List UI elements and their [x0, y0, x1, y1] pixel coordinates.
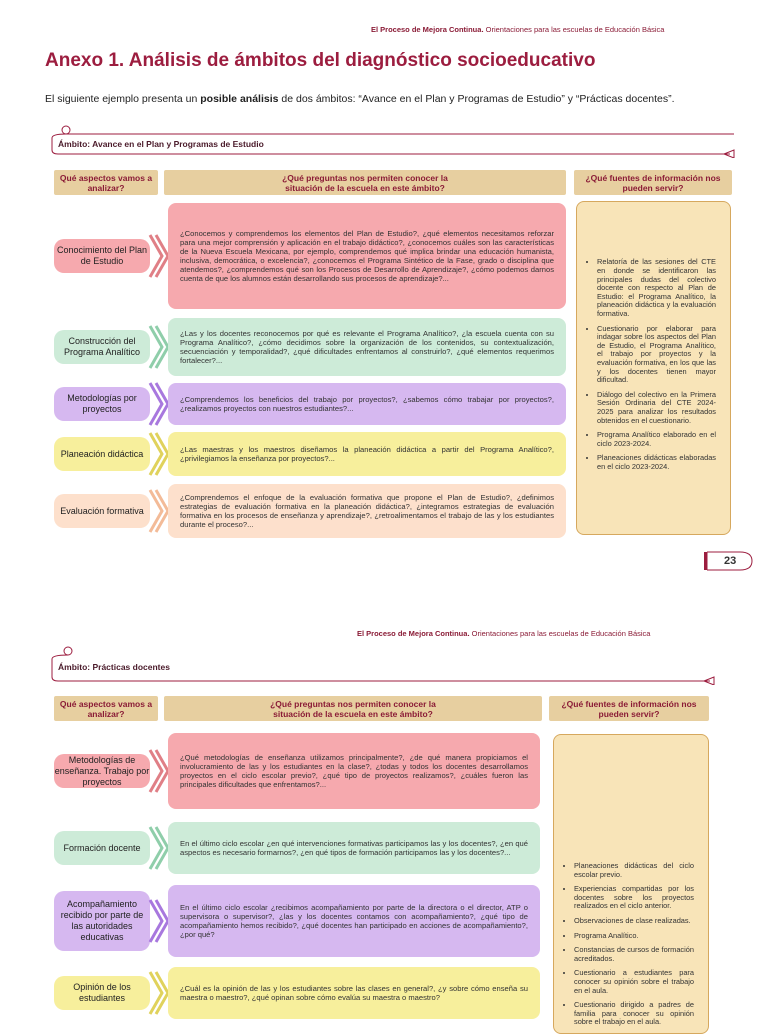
- row-questions: [168, 822, 540, 874]
- row-questions-text: En el último ciclo escolar ¿recibimos acompañamiento por parte de la directora o el director, ATP o supervisora o supervisor?, ¿las y los docentes contamos con acompañamiento?, ¿qué tipo de acompañamiento hemos recibido?, ¿qué docentes han participado en acciones de acompañamiento?, ¿por qué?: [180, 902, 528, 940]
- row-questions: [168, 383, 566, 425]
- page-number: 23: [724, 555, 737, 567]
- row-questions: [168, 733, 540, 809]
- intro-text-2: de dos ámbitos: “Avance en el Plan y Programas de Estudio” y “Prácticas docentes”.: [278, 93, 675, 105]
- sources-list: [587, 258, 716, 477]
- source-item: • Relatoría de las sesiones del CTE en donde se identificaron las principales dudas del colectivo docente con respecto al Plan de Estudio: el Programa Analítico, la planeación didáctica y la evaluación formativa.: [597, 258, 716, 318]
- intro-paragraph: [45, 93, 745, 106]
- row-label: Planeación didáctica: [54, 437, 150, 471]
- header-sources: ¿Qué fuentes de información nos pueden servir?: [574, 170, 732, 195]
- source-item: • Planeaciones didácticas elaboradas en el ciclo 2023-2024.: [597, 454, 716, 471]
- sources-box: [576, 201, 731, 535]
- row-questions: [168, 203, 566, 309]
- intro-text-1: El siguiente ejemplo presenta un: [45, 93, 201, 105]
- chevron-right-icon: [148, 825, 170, 876]
- ambito-title-2: Ámbito: Prácticas docentes: [58, 662, 170, 672]
- row-questions-text: ¿Las maestras y los maestros diseñamos la planeación didáctica a partir del Programa Analítico?, ¿privilegiamos la enseñanza por proyectos?...: [180, 444, 554, 463]
- row-questions-text: ¿Comprendemos los beneficios del trabajo por proyectos?, ¿sabemos cómo trabajar por proyectos?, ¿realizamos proyectos con nuestros estudiantes?...: [180, 394, 554, 413]
- source-item: • Cuestionario por elaborar para indagar sobre los aspectos del Plan de Estudio, el Programa Analítico, el trabajo por proyectos y la evaluación formativa, en los que las y los docentes tienen mayor dificultad.: [597, 325, 716, 385]
- source-item: • Observaciones de clase realizadas.: [574, 917, 694, 926]
- chevron-right-icon: [148, 431, 170, 482]
- sources-box-2: [553, 734, 709, 1034]
- row-label: Construcción del Programa Analítico: [54, 330, 150, 364]
- row-questions-text: ¿Qué metodologías de enseñanza utilizamos principalmente?, ¿de qué manera propiciamos el involucramiento de las y los estudiantes en la clase?, ¿todas y todos los docentes desarrollamos proyectos en el ciclo escolar previo?, ¿qué tipo de proyectos realizamos?, ¿cuáles fueron las principales dificultades que enfrentamos?...: [180, 752, 528, 790]
- running-head: [371, 25, 664, 34]
- source-item: • Programa Analítico elaborado en el ciclo 2023-2024.: [597, 431, 716, 448]
- source-item: • Diálogo del colectivo en la Primera Sesión Ordinaria del CTE 2024-2025 para analizar los resultados obtenidos en el cuestionario.: [597, 391, 716, 425]
- row-label: Metodologías por proyectos: [54, 387, 150, 421]
- row-questions-text: ¿Conocemos y comprendemos los elementos del Plan de Estudio?, ¿qué elementos necesitamos reforzar para una mejor comprensión y aplicación en el trabajo didáctico?, ¿conocemos cuáles son las características de la Nueva Escuela Mexicana, por ejemplo, comprendemos qué implica brindar una educación humanista, inclusiva, democrática, o excelencia?, ¿conocemos el Programa Sintético de la Fase, grado o disciplina que atendemos?, ¿comprendemos qué son los Procesos de Desarrollo de Aprendizaje?, ¿cómo podemos darnos cuenta de que los alumnos están desarrollando sus procesos de aprendizaje?...: [180, 228, 554, 284]
- source-item: • Programa Analítico.: [574, 932, 694, 941]
- header-questions-2: ¿Qué preguntas nos permiten conocer la situación de la escuela en este ámbito?: [164, 696, 542, 721]
- header-aspects: Qué aspectos vamos a analizar?: [54, 170, 158, 195]
- running-head-title: El Proceso de Mejora Continua.: [371, 25, 484, 34]
- header-aspects-2: Qué aspectos vamos a analizar?: [54, 696, 158, 721]
- row-label: Evaluación formativa: [54, 494, 150, 528]
- chevron-right-icon: [148, 970, 170, 1021]
- chevron-right-icon: [148, 748, 170, 799]
- row-questions: [168, 885, 540, 957]
- row-questions: [168, 432, 566, 476]
- source-item: • Cuestionario dirigido a padres de familia para conocer su opinión sobre el trabajo en el aula.: [574, 1001, 694, 1027]
- chevron-right-icon: [148, 324, 170, 375]
- source-item: • Planeaciones didácticas del ciclo escolar previo.: [574, 862, 694, 879]
- ambito-title: Ámbito: Avance en el Plan y Programas de Estudio: [58, 139, 264, 149]
- intro-bold: posible análisis: [200, 93, 279, 105]
- row-questions: [168, 318, 566, 376]
- running-head-title-2: El Proceso de Mejora Continua.: [357, 629, 470, 638]
- sources-list-2: [564, 862, 694, 1033]
- source-item: • Constancias de cursos de formación acreditados.: [574, 946, 694, 963]
- source-item: • Cuestionario a estudiantes para conocer su opinión sobre el trabajo en el aula.: [574, 969, 694, 995]
- page-title: Anexo 1. Análisis de ámbitos del diagnóstico socioeducativo: [45, 50, 596, 71]
- row-label: Opinión de los estudiantes: [54, 976, 150, 1010]
- chevron-right-icon: [148, 381, 170, 432]
- row-label: Acompañamiento recibido por parte de las autoridades educativas: [54, 891, 150, 951]
- row-label: Formación docente: [54, 831, 150, 865]
- row-questions-text: En el último ciclo escolar ¿en qué intervenciones formativas participamos las y los docentes?, ¿en qué aspectos es necesario formarnos?, ¿en qué tipos de formación participamos las y los docentes?...: [180, 838, 528, 857]
- chevron-right-icon: [148, 488, 170, 539]
- header-questions: ¿Qué preguntas nos permiten conocer la situación de la escuela en este ámbito?: [164, 170, 566, 195]
- chevron-right-icon: [148, 233, 170, 284]
- row-label: Conocimiento del Plan de Estudio: [54, 239, 150, 273]
- running-head-subtitle: Orientaciones para las escuelas de Educación Básica: [485, 25, 665, 34]
- row-questions-text: ¿Cuál es la opinión de las y los estudiantes sobre las clases en general?, ¿y sobre cómo enseña su maestra o maestro?, ¿qué opinan sobre cómo evalúa su maestra o maestro?: [180, 983, 528, 1002]
- header-sources-2: ¿Qué fuentes de información nos pueden servir?: [549, 696, 709, 721]
- row-questions-text: ¿Comprendemos el enfoque de la evaluación formativa que propone el Plan de Estudio?, ¿definimos estrategias de evaluación formativa en la planeación didáctica?, ¿integramos estrategias de evaluación formativa en los procesos de enseñanza y aprendizaje?, ¿retroalimentamos el trabajo de las y los estudiantes durante el proceso?...: [180, 492, 554, 530]
- running-head-2: [357, 629, 650, 638]
- row-label: Metodologías de enseñanza. Trabajo por proyectos: [54, 754, 150, 787]
- row-questions: [168, 484, 566, 538]
- running-head-subtitle-2: Orientaciones para las escuelas de Educación Básica: [471, 629, 651, 638]
- chevron-right-icon: [148, 898, 170, 949]
- row-questions-text: ¿Las y los docentes reconocemos por qué es relevante el Programa Analítico?, ¿la escuela cuenta con su Programa Analítico?, ¿cómo decidimos sobre la organización de los contenidos, su contextualización, secuenciación y temporalidad?, ¿qué dificultades enfrentamos al construirlo?, ¿qué elementos requerimos fortalecer?...: [180, 328, 554, 366]
- row-questions: [168, 967, 540, 1019]
- source-item: • Experiencias compartidas por los docentes sobre los proyectos realizados en el ciclo anterior.: [574, 885, 694, 911]
